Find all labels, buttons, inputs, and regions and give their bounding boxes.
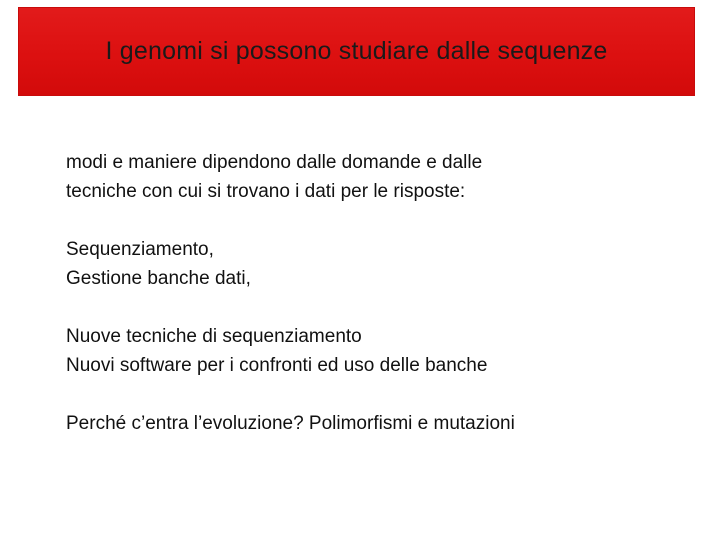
title-banner — [18, 7, 695, 96]
slide-body — [66, 148, 686, 467]
paragraph-intro — [66, 148, 686, 206]
body-line: modi e maniere dipendono dalle domande e dalle — [66, 152, 483, 173]
body-line: Nuovi software per i confronti ed uso delle banche — [66, 355, 488, 376]
body-line: Perché c’entra l’evoluzione? Polimorfismi e mutazioni — [66, 413, 515, 434]
body-line: Sequenziamento, — [66, 239, 214, 260]
body-line: Gestione banche dati, — [66, 268, 251, 289]
paragraph-methods — [66, 235, 686, 293]
paragraph-new-tools — [66, 322, 686, 380]
paragraph-evolution — [66, 409, 686, 438]
body-line: Nuove tecniche di sequenziamento — [66, 326, 362, 347]
body-line: tecniche con cui si trovano i dati per le risposte: — [66, 181, 466, 202]
slide-title: I genomi si possono studiare dalle sequenze — [105, 37, 608, 65]
